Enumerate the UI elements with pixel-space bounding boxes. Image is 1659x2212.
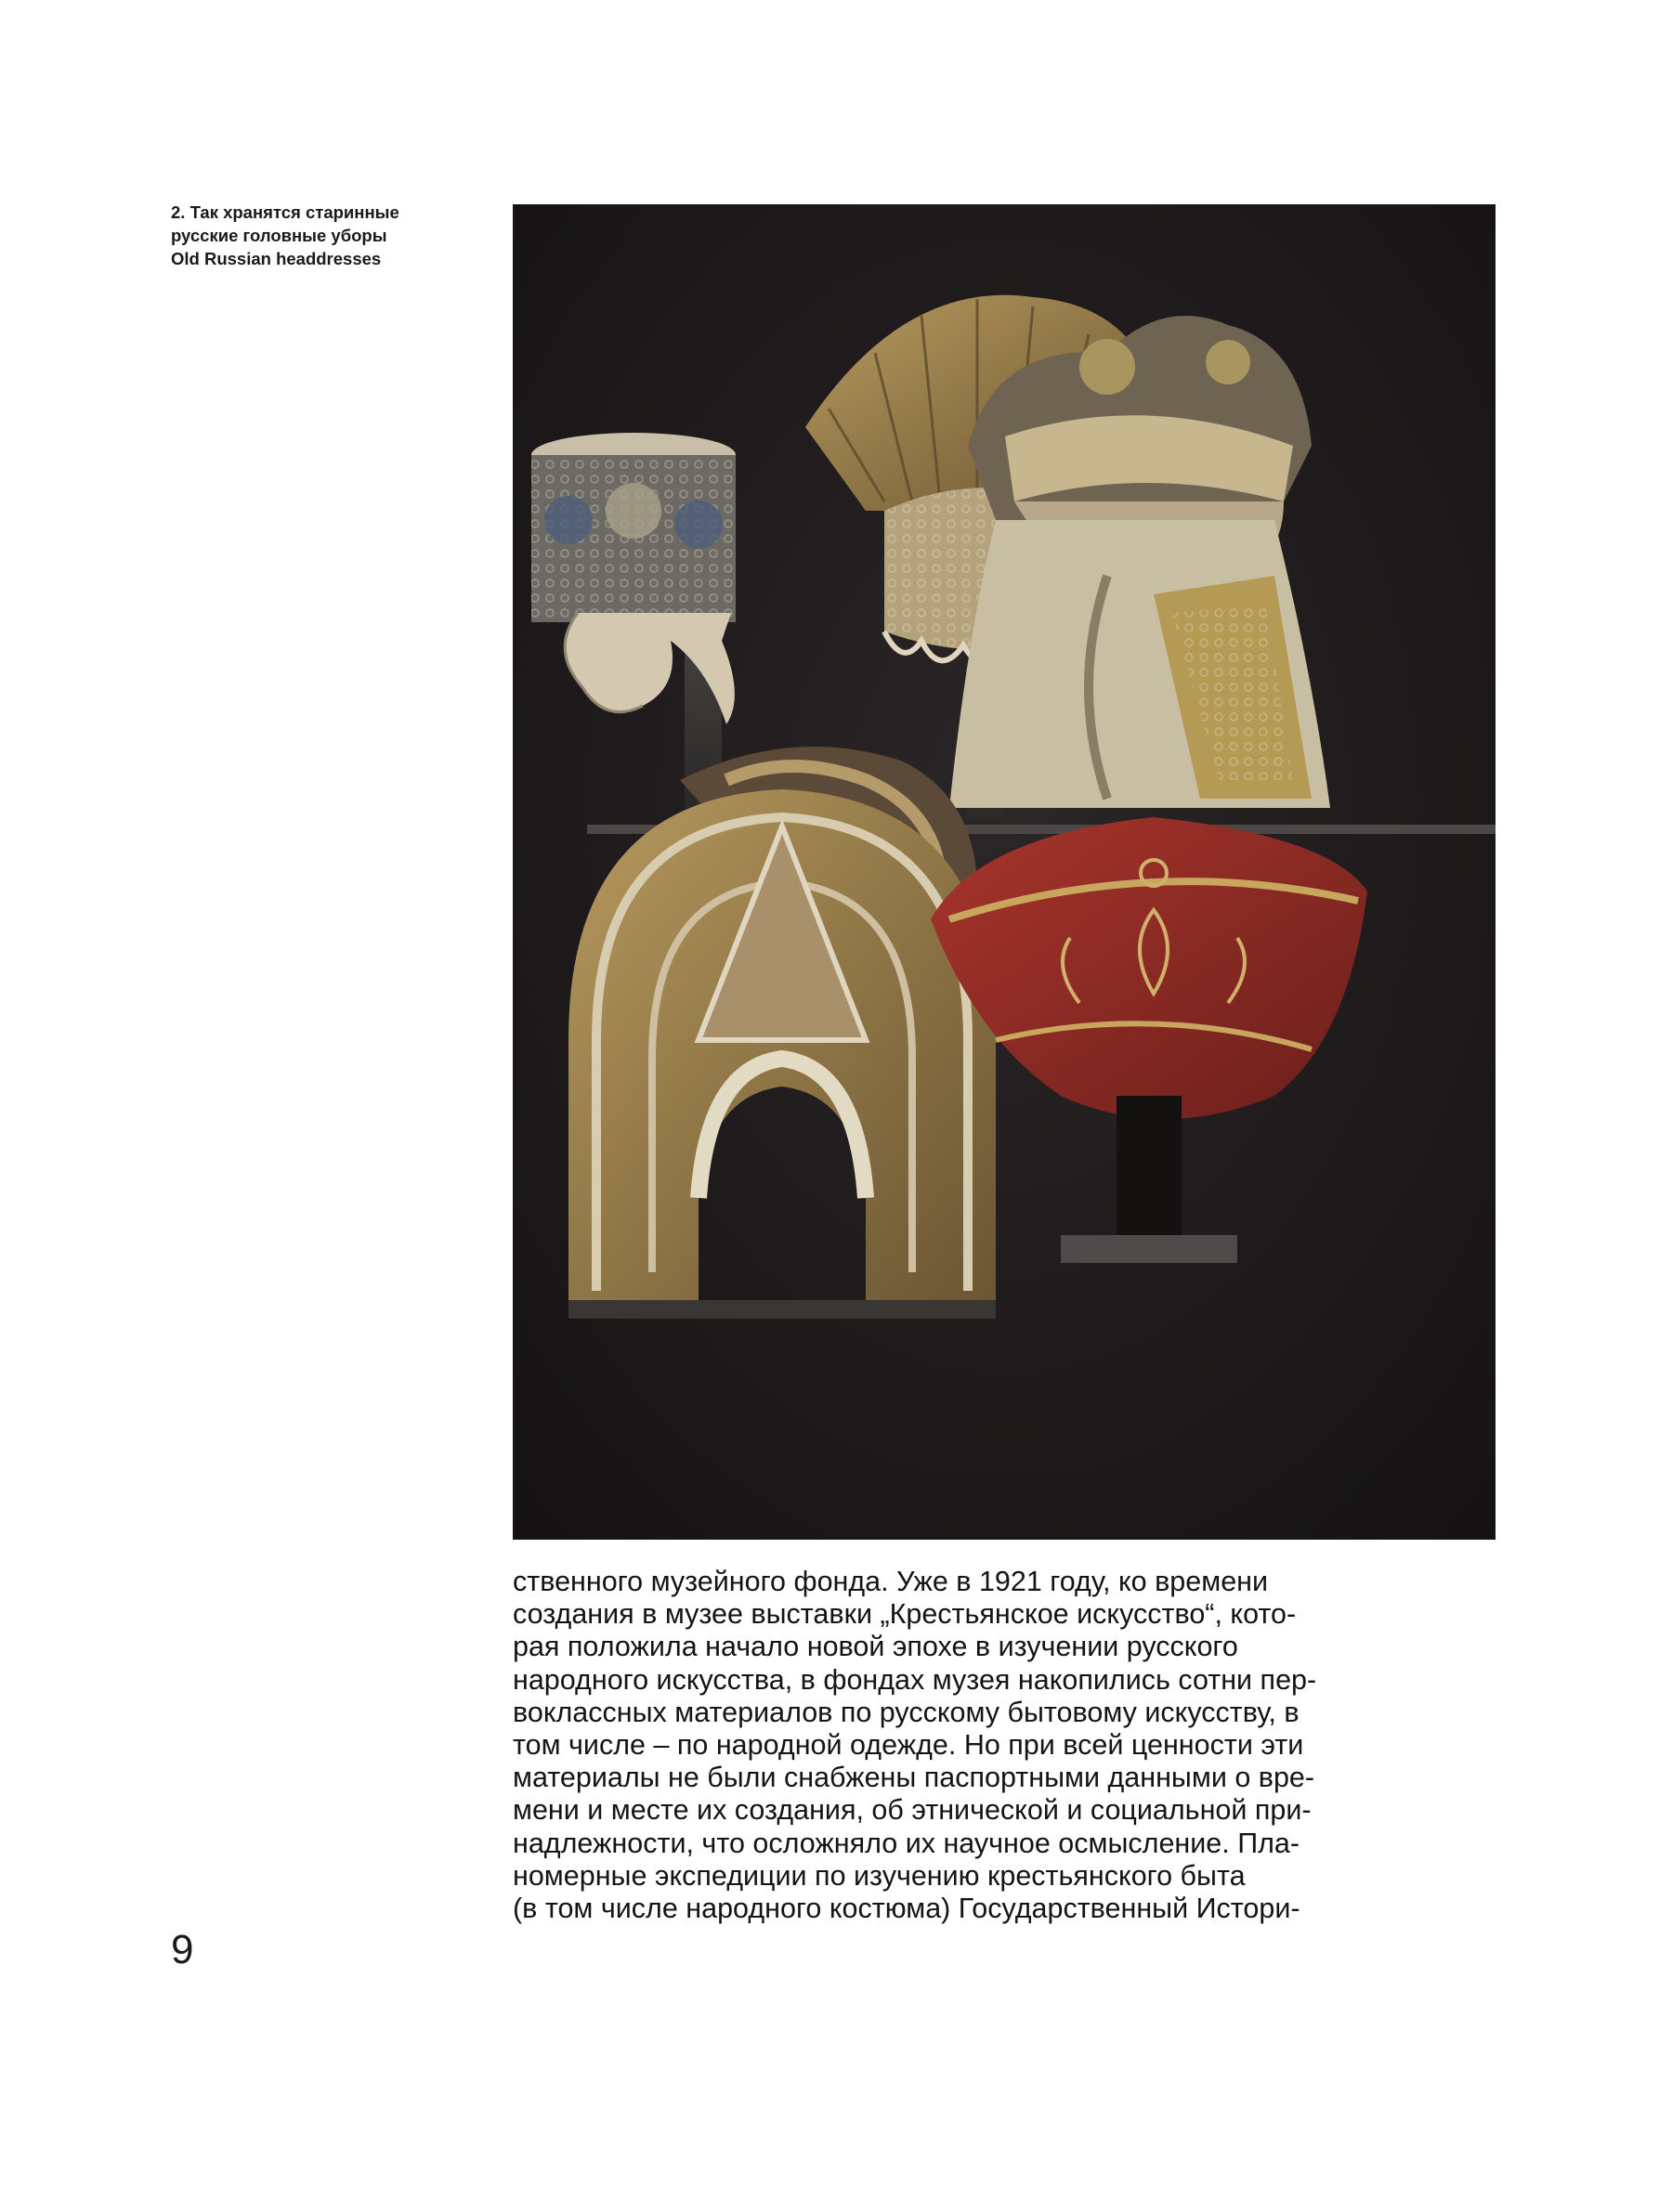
caption-line-2: русские головные уборы — [171, 226, 387, 245]
body-line-11: (в том числе народного костюма) Государственный Истори- — [513, 1893, 1300, 1925]
headdress-top-right — [949, 316, 1330, 808]
caption-line-3: Old Russian headdresses — [171, 249, 382, 268]
caption-line-1: 2. Так хранятся старинные — [171, 202, 399, 222]
figure-caption — [171, 201, 450, 270]
body-line-10: номерные экспедиции по изучению крестьянского быта — [513, 1859, 1246, 1892]
body-line-5: воклассных материалов по русскому бытовому искусству, в — [513, 1696, 1300, 1728]
body-line-6: том числе – по народной одежде. Но при всей ценности эти — [513, 1729, 1304, 1762]
body-line-7: материалы не были снабжены паспортными данными о вре- — [513, 1762, 1315, 1794]
body-text — [513, 1566, 1497, 1925]
body-line-1: ственного музейного фонда. Уже в 1921 году, ко времени — [513, 1566, 1269, 1597]
page-number: 9 — [171, 1927, 194, 1972]
body-line-3: рая положила начало новой эпохе в изучении русского — [513, 1631, 1238, 1663]
body-line-8: мени и месте их создания, об этнической и социальной при- — [513, 1794, 1312, 1827]
headdresses-photo — [513, 204, 1496, 1540]
body-line-2: создания в музее выставки „Крестьянское искусство“, кото- — [513, 1598, 1297, 1631]
body-line-9: надлежности, что осложняло их научное осмысление. Пла- — [513, 1827, 1300, 1859]
body-line-4: народного искусства, в фондах музея накопились сотни пер- — [513, 1663, 1317, 1696]
